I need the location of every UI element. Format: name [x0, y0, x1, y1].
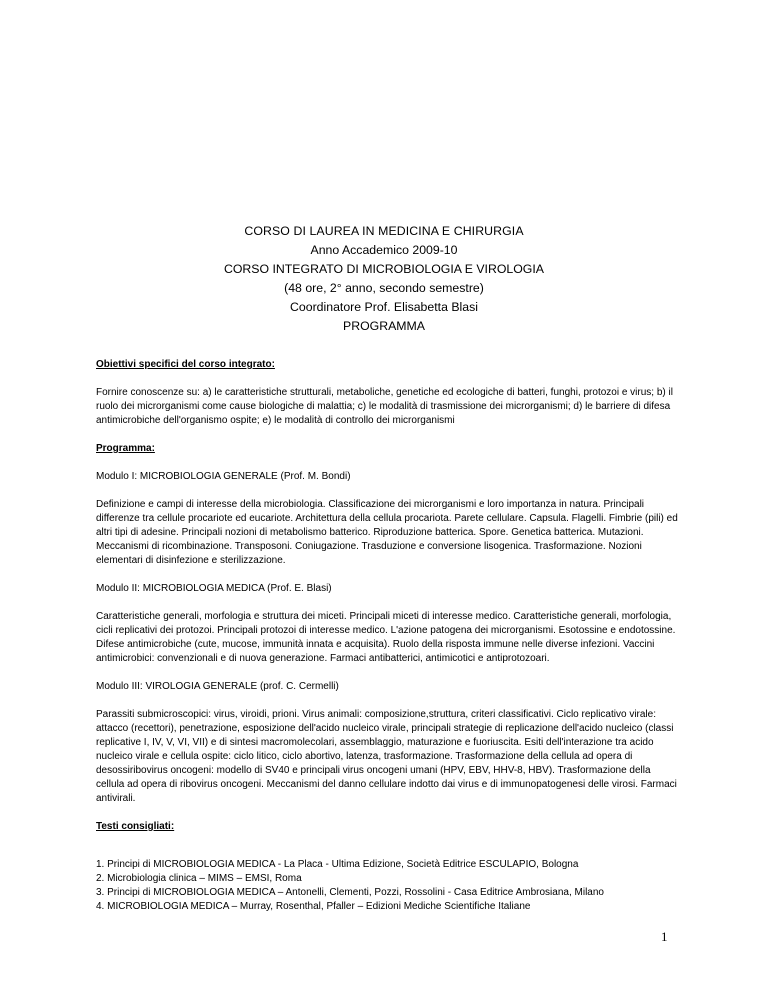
module-2-title: Modulo II: MICROBIOLOGIA MEDICA (Prof. E. Blasi) — [96, 583, 332, 594]
document-body — [96, 358, 680, 914]
objectives-text: Fornire conoscenze su: a) le caratteristiche strutturali, metaboliche, genetiche ed ecologiche di batteri, funghi, protozoi e virus; b) il ruolo dei microrganismi come cause biologiche di malattia; c) le modalità di trasmissione dei microrganismi; d) le barriere di difesa antimicrobiche dell'organismo ospite; e) le modalità di controllo dei microrganismi — [96, 387, 673, 426]
references-list — [96, 858, 680, 914]
module-1-title: Modulo I: MICROBIOLOGIA GENERALE (Prof. M. Bondi) — [96, 471, 351, 482]
program-label: PROGRAMMA — [343, 319, 425, 333]
module-3-title: Modulo III: VIROLOGIA GENERALE (prof. C. Cermelli) — [96, 681, 339, 692]
course-details: (48 ore, 2° anno, secondo semestre) — [284, 281, 484, 295]
module-2-text: Caratteristiche generali, morfologia e struttura dei miceti. Principali miceti di interesse medico. Caratteristiche generali, morfologia, cicli replicativi dei protozoi. Principali protozoi di interesse medico. L'azione patogena dei microrganismi. Esotossine e endotossine. Difese antimicrobiche (cute, mucose, immunità innata e acquisita). Ruolo della risposta immune nelle diverse infezioni. Vaccini antimicrobici: convenzionali e di nuova generazione. Farmaci antibatterici, antimicotici e antiprotozoari. — [96, 611, 676, 664]
reference-item: 2. Microbiologia clinica – MIMS – EMSI, Roma — [96, 873, 302, 884]
course-title: CORSO INTEGRATO DI MICROBIOLOGIA E VIROLOGIA — [223, 262, 544, 276]
page-number: 1 — [661, 929, 668, 944]
reference-item: 3. Principi di MICROBIOLOGIA MEDICA – Antonelli, Clementi, Pozzi, Rossolini - Casa Editrice Ambrosiana, Milano — [96, 887, 604, 898]
program-heading: Programma: — [96, 443, 155, 454]
degree-title: CORSO DI LAUREA IN MEDICINA E CHIRURGIA — [244, 224, 524, 238]
reference-item: 4. MICROBIOLOGIA MEDICA – Murray, Rosenthal, Pfaller – Edizioni Mediche Scientifiche Italiane — [96, 901, 531, 912]
academic-year: Anno Accademico 2009-10 — [310, 243, 458, 257]
document-header — [0, 222, 768, 336]
module-1-text: Definizione e campi di interesse della microbiologia. Classificazione dei microrganismi e loro importanza in natura. Principali differenze tra cellule procariote ed eucariote. Architettura della cellula procariota. Parete cellulare. Capsula. Flagelli. Fimbrie (pili) ed altri tipi di adesine. Principali nozioni di metabolismo batterico. Riproduzione batterica. Spore. Genetica batterica. Mutazioni. Meccanismi di ricombinazione. Transposoni. Coniugazione. Trasduzione e conversione lisogenica. Trasformazione. Nozioni elementari di disinfezione e sterilizzazione. — [96, 499, 678, 566]
objectives-heading: Obiettivi specifici del corso integrato: — [96, 359, 275, 370]
references-heading: Testi consigliati: — [96, 821, 175, 832]
coordinator: Coordinatore Prof. Elisabetta Blasi — [290, 300, 478, 314]
reference-item: 1. Principi di MICROBIOLOGIA MEDICA - La Placa - Ultima Edizione, Società Editrice ESCULAPIO, Bologna — [96, 859, 579, 870]
module-3-text: Parassiti submicroscopici: virus, viroidi, prioni. Virus animali: composizione,struttura, criteri classificativi. Ciclo replicativo virale: attacco (recettori), penetrazione, esposizione dell'acido nucleico virale, principali strategie di replicazione dell'acido nucleico (classi replicative I, IV, V, VI, VII) e di sintesi macromolecolari, assemblaggio, maturazione e fuoriuscita. Esiti dell'interazione tra acido nucleico virale e cellula ospite: ciclo litico, ciclo abortivo, latenza, trasformazione. Trasformazione della cellula ad opera di desossiribovirus oncogeni: modello di SV40 e principali virus oncogeni umani (HPV, EBV, HHV-8, HBV). Trasformazione della cellula ad opera di ribovirus oncogeni. Meccanismi del danno cellulare indotto dai virus e di immunopatogenesi delle virosi. Farmaci antivirali. — [96, 709, 677, 804]
